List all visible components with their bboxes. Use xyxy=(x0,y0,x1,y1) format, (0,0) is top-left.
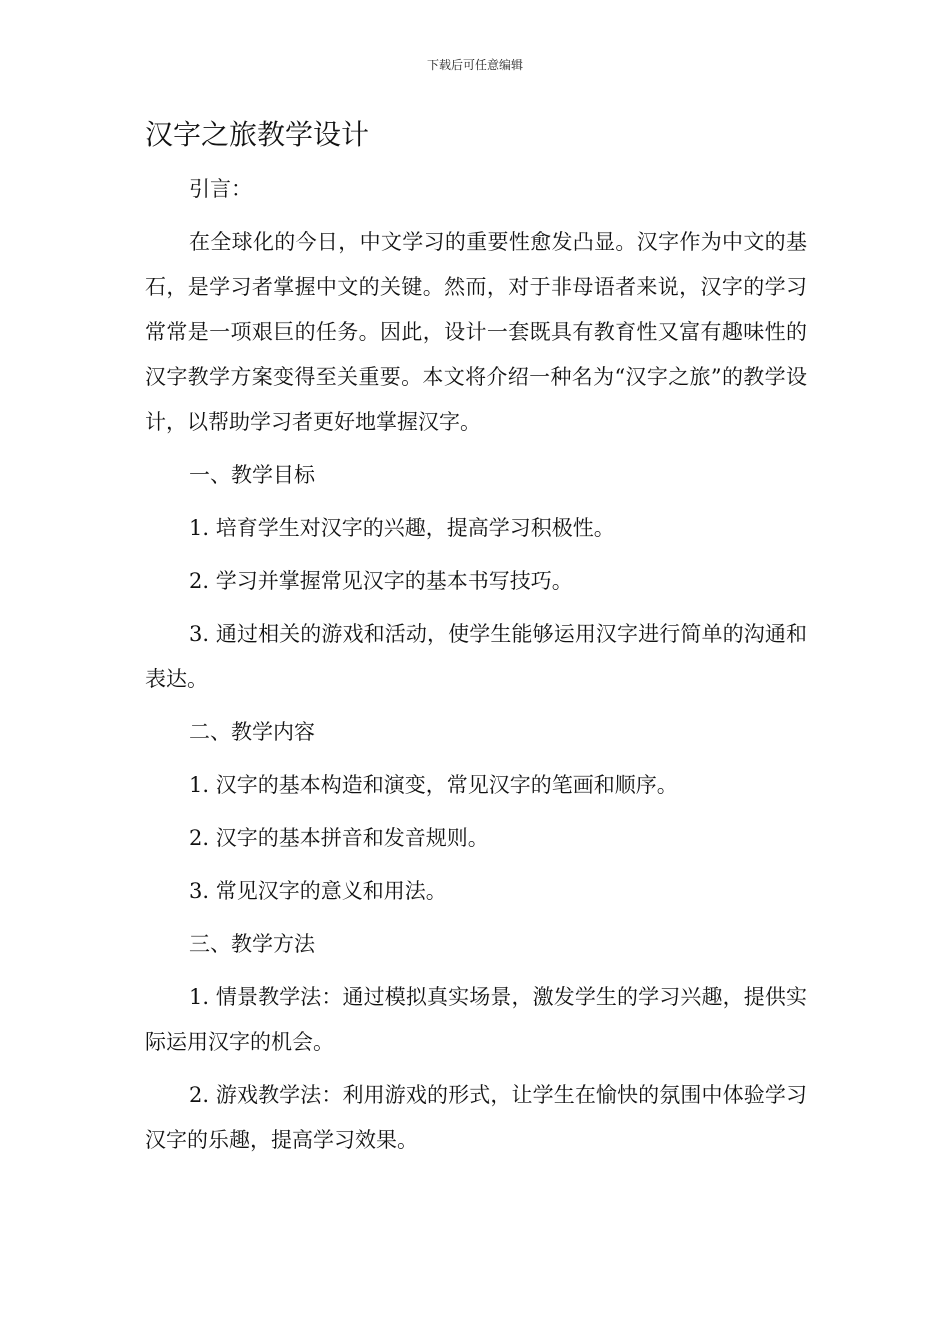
method-item-2: 2. 游戏教学法：利用游戏的形式，让学生在愉快的氛围中体验学习汉字的乐趣，提高学习效果。 xyxy=(145,1083,807,1152)
document-title: 汉字之旅教学设计 xyxy=(145,118,370,151)
intro-paragraph: 在全球化的今日，中文学习的重要性愈发凸显。汉字作为中文的基石，是学习者掌握中文的关键。然而，对于非母语者来说，汉字的学习常常是一项艰巨的任务。因此，设计一套既具有教育性又富有趣味性的汉字教学方案变得至关重要。本文将介绍一种名为“汉字之旅”的教学设计，以帮助学习者更好地掌握汉字。 xyxy=(145,230,807,434)
section-heading-content: 二、教学内容 xyxy=(189,720,315,744)
section-heading-objectives: 一、教学目标 xyxy=(189,463,315,487)
intro-label: 引言： xyxy=(189,177,252,201)
content-item-3: 3. 常见汉字的意义和用法。 xyxy=(189,879,447,903)
objective-item-1: 1. 培育学生对汉字的兴趣，提高学习积极性。 xyxy=(189,516,615,540)
content-item-2: 2. 汉字的基本拼音和发音规则。 xyxy=(189,826,489,850)
document-body xyxy=(145,113,807,1171)
objective-item-3: 3. 通过相关的游戏和活动，使学生能够运用汉字进行简单的沟通和表达。 xyxy=(145,622,807,691)
method-item-1: 1. 情景教学法：通过模拟真实场景，激发学生的学习兴趣，提供实际运用汉字的机会。 xyxy=(145,985,807,1054)
section-heading-methods: 三、教学方法 xyxy=(189,932,315,956)
objective-item-2: 2. 学习并掌握常见汉字的基本书写技巧。 xyxy=(189,569,573,593)
content-item-1: 1. 汉字的基本构造和演变，常见汉字的笔画和顺序。 xyxy=(189,773,678,797)
page-header-note: 下载后可任意编辑 xyxy=(426,58,523,72)
